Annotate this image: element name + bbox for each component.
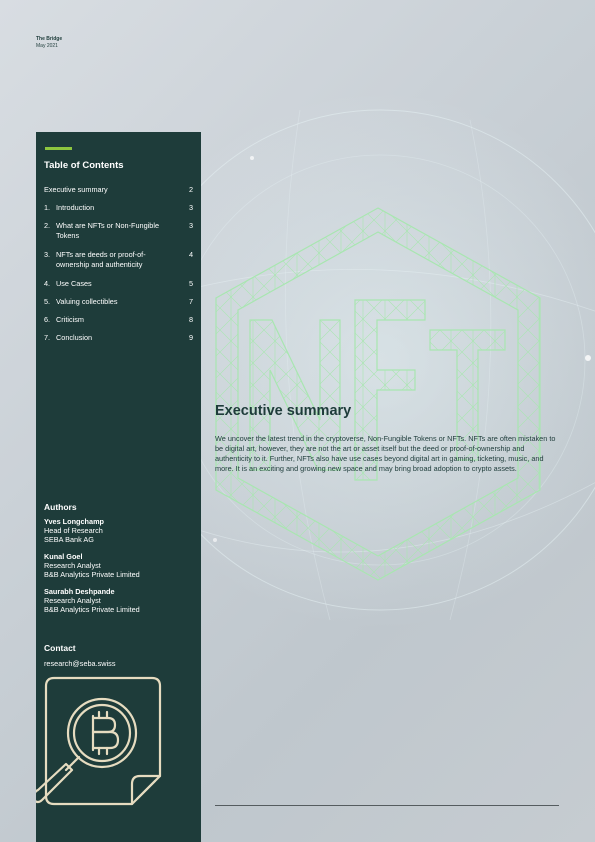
toc-item-executive-summary[interactable] bbox=[44, 185, 193, 195]
toc-item-page: 3 bbox=[188, 221, 193, 230]
author-name: Yves Longchamp bbox=[44, 517, 105, 526]
toc-item-number: 6. bbox=[44, 315, 51, 324]
toc-item-label: Conclusion bbox=[56, 333, 93, 342]
toc-item-criticism[interactable] bbox=[44, 315, 193, 325]
toc-item-conclusion[interactable] bbox=[44, 333, 193, 343]
publication-name: The Bridge bbox=[36, 36, 63, 42]
toc-item-page: 5 bbox=[188, 279, 193, 288]
bitcoin-magnifier-icon bbox=[36, 672, 201, 842]
toc-item-number: 3. bbox=[44, 250, 51, 259]
toc-item-number: 5. bbox=[44, 297, 51, 306]
contact-email-link[interactable]: research@seba.swiss bbox=[44, 659, 116, 668]
toc-item-label: What are NFTs or Non-Fungible Tokens bbox=[56, 221, 160, 240]
sidebar bbox=[36, 132, 201, 842]
toc-item-page: 2 bbox=[188, 185, 193, 194]
toc-item-what-are-nfts[interactable] bbox=[44, 221, 193, 241]
author-org: B&B Analytics Private Limited bbox=[44, 570, 140, 579]
toc-item-label: Executive summary bbox=[44, 185, 108, 194]
author-name: Saurabh Deshpande bbox=[44, 587, 115, 596]
toc-item-page: 4 bbox=[188, 250, 193, 259]
publication-date: May 2021 bbox=[36, 43, 58, 49]
toc-item-page: 8 bbox=[188, 315, 193, 324]
toc-item-nfts-are-deeds[interactable] bbox=[44, 250, 193, 270]
toc-item-valuing-collectibles[interactable] bbox=[44, 297, 193, 307]
author-org: B&B Analytics Private Limited bbox=[44, 605, 140, 614]
author-name: Kunal Goel bbox=[44, 552, 83, 561]
toc-item-number: 4. bbox=[44, 279, 51, 288]
author-role: Research Analyst bbox=[44, 561, 101, 570]
accent-bar bbox=[45, 147, 72, 150]
author-entry bbox=[44, 517, 104, 544]
toc-item-page: 3 bbox=[188, 203, 193, 212]
contact-title: Contact bbox=[44, 643, 76, 653]
toc-title: Table of Contents bbox=[44, 160, 124, 171]
author-role: Head of Research bbox=[44, 526, 103, 535]
toc-item-page: 9 bbox=[188, 333, 193, 342]
toc-item-label: NFTs are deeds or proof-of-ownership and authenticity bbox=[56, 250, 146, 269]
section-title: Executive summary bbox=[215, 403, 352, 419]
toc-item-number: 7. bbox=[44, 333, 51, 342]
author-role: Research Analyst bbox=[44, 596, 101, 605]
toc-item-label: Valuing collectibles bbox=[56, 297, 118, 306]
toc-item-label: Use Cases bbox=[56, 279, 92, 288]
toc-item-label: Introduction bbox=[56, 203, 95, 212]
toc-item-use-cases[interactable] bbox=[44, 279, 193, 289]
author-entry bbox=[44, 587, 140, 614]
author-org: SEBA Bank AG bbox=[44, 535, 94, 544]
author-entry bbox=[44, 552, 140, 579]
toc-item-number: 1. bbox=[44, 203, 51, 212]
footer-divider bbox=[215, 805, 559, 806]
page-header bbox=[36, 36, 62, 50]
summary-body: We uncover the latest trend in the cryptoverse, Non-Fungible Tokens or NFTs. NFTs are often mistaken to be digital art, however, they are not the art or asset itself but the deed or proof-of-ownership and authenticity to it. Further, NFTs also have use cases beyond digital art in gaming, ticketing, music, and more. It is an exciting and growing new space and may bring broad adoption to crypto assets. bbox=[215, 434, 556, 473]
toc-item-label: Criticism bbox=[56, 315, 84, 324]
toc-item-page: 7 bbox=[188, 297, 193, 306]
toc-item-number: 2. bbox=[44, 221, 51, 230]
toc-item-introduction[interactable] bbox=[44, 203, 193, 213]
authors-title: Authors bbox=[44, 502, 77, 512]
